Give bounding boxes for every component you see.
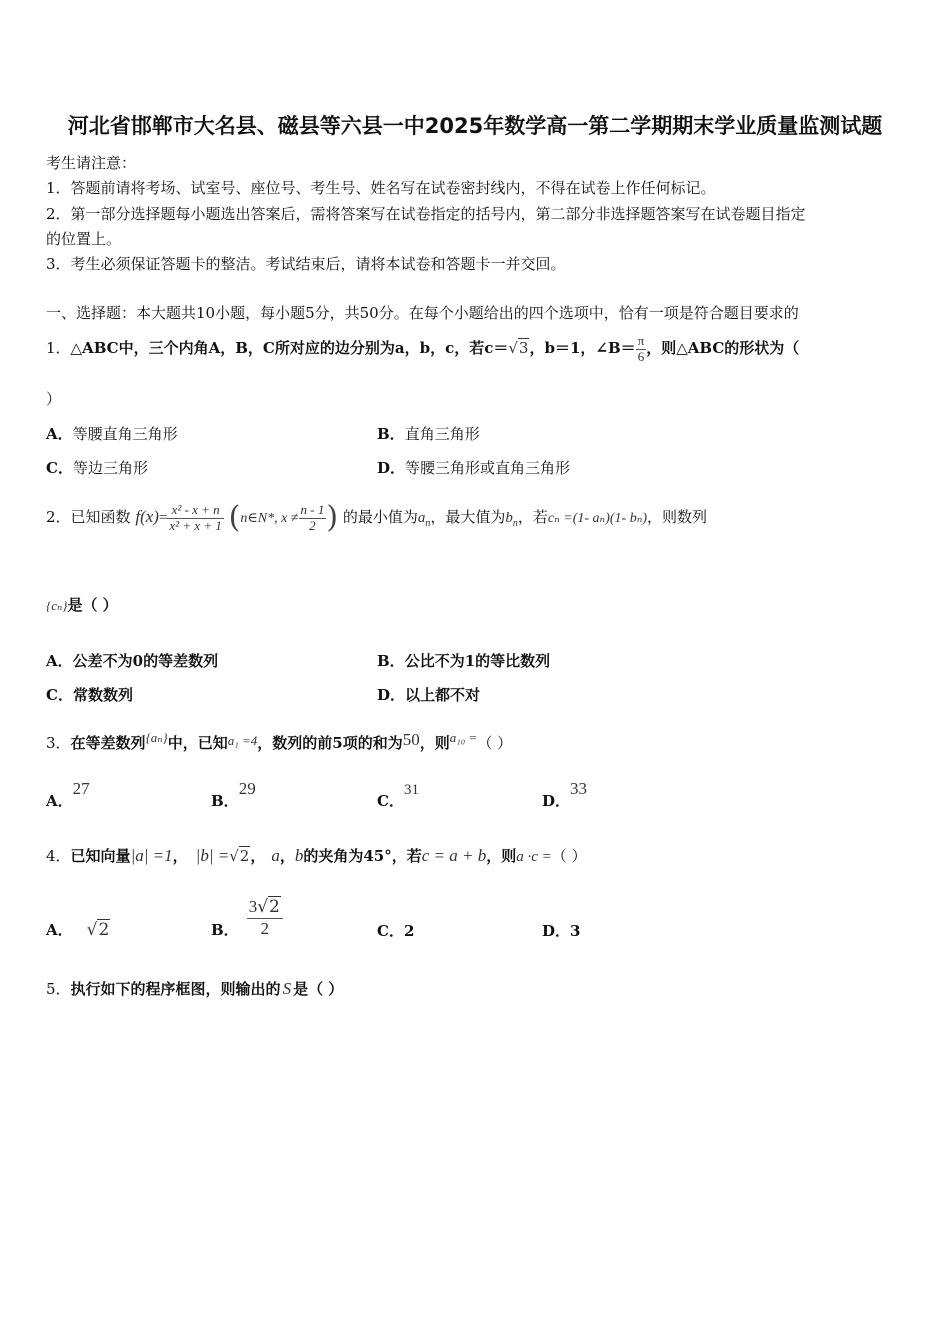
sqrt-expression: √3: [508, 339, 529, 357]
question-1: [46, 330, 799, 366]
option-d: D．3: [542, 922, 581, 940]
q4-text-b: ，: [172, 847, 188, 865]
question-number: 5．: [46, 980, 71, 998]
q3-text-a: 在等差数列: [70, 734, 146, 752]
q5-text-b: 是（ ）: [293, 980, 344, 998]
notice-item-1: 1．答题前请将考场、试室号、座位号、考生号、姓名写在试卷密封线内，不得在试卷上作任何标记。: [46, 179, 716, 197]
q3-text-e: （ ）: [477, 734, 513, 752]
right-paren: ): [326, 500, 339, 535]
option-b: B．公比不为1的等比数列: [377, 652, 551, 670]
fraction: $\frac{\pi}{6}$: [637, 332, 645, 364]
q2-text-e: ，则数列: [647, 508, 708, 526]
q4-text-a: 已知向量: [70, 847, 131, 865]
notice-item-2-cont: 的位置上。: [46, 230, 122, 248]
vector-b: b: [294, 846, 304, 865]
sum-value: 50: [402, 730, 420, 749]
vector-a: a: [271, 846, 280, 865]
a10-expression: a₁₀ =: [449, 730, 478, 745]
option-d: D．以上都不对: [377, 686, 481, 704]
notice-item-3: 3．考生必须保证答题卡的整洁。考试结束后，请将本试卷和答题卡一并交回。: [46, 255, 566, 273]
q1-close-paren: ）: [46, 390, 62, 408]
q4-text-f: （ ）: [551, 847, 587, 865]
page-title: 河北省邯郸市大名县、磁县等六县一中2025年数学高一第二学期期末学业质量监测试题: [67, 114, 883, 138]
question-number: 4．: [46, 847, 71, 865]
q2-text-d: ，若: [517, 508, 548, 526]
abs-a-expression: |a| =1: [130, 846, 173, 865]
c-expression: c = a + b: [421, 846, 487, 865]
q2-text-c: ，最大值为: [430, 508, 506, 526]
q4-text-d: 的夹角为45°，若: [303, 847, 422, 865]
q2-line-2: [46, 590, 118, 621]
q5-text-a: 执行如下的程序框图，则输出的: [70, 980, 281, 998]
b-n: $b_n$: [505, 510, 518, 529]
q1-text-b: ，b＝1，∠B＝: [529, 339, 636, 357]
notice-heading: 考生请注意：: [46, 154, 137, 172]
option-c: C．2: [377, 922, 415, 940]
sequence-a-n: {aₙ}: [145, 730, 168, 745]
c-n-expression: cₙ =(1- aₙ)(1- bₙ): [547, 511, 648, 526]
option-a: A．等腰直角三角形: [46, 425, 178, 443]
question-3: [46, 718, 512, 763]
function-fraction: $\frac{\text{x² - x + n}}{\text{x² + x + 1}}$: [169, 501, 222, 533]
q4-text-e: ，则: [486, 847, 517, 865]
option-c: C．31: [377, 782, 419, 810]
q4-text-c: ，: [250, 847, 266, 865]
question-number: 3．: [46, 734, 71, 752]
section-heading: 一、选择题：本大题共10小题，每小题5分，共50分。在每个小题给出的四个选项中，恰有一项是符合题目要求的: [46, 304, 799, 322]
dot-product-expression: a ·c =: [516, 849, 552, 865]
a1-value: a₁ =4: [227, 733, 258, 748]
option-c: C．等边三角形: [46, 459, 148, 477]
sqrt-expression: √2: [229, 847, 250, 865]
condition-fraction: $\frac{n - 1}{2}$: [300, 501, 325, 533]
option-a: A．27: [46, 779, 90, 810]
domain-condition: n∈N*, x ≠: [240, 511, 299, 526]
notice-item-2: 2．第一部分选择题每小题选出答案后，需将答案写在试卷指定的括号内，第二部分非选择题答案写在试卷题目指定: [46, 205, 806, 223]
question-number: 1．: [46, 339, 71, 357]
q1-text-c: ，则△ABC的形状为（: [646, 339, 800, 357]
abs-b-expression: |b| =: [195, 846, 230, 865]
option-d: D．33: [542, 779, 588, 810]
q3-text-c: ，数列的前5项的和为: [257, 734, 403, 752]
function-name: f(x): [135, 507, 159, 526]
option-c: C．常数数列: [46, 686, 133, 704]
question-2: [46, 494, 707, 547]
variable-s: S: [282, 979, 292, 998]
q1-text-a: △ABC中，三个内角A，B，C所对应的边分别为a，b，c，若c＝: [70, 339, 509, 357]
question-4: [46, 838, 587, 875]
sequence-c-n: {cₙ}: [46, 598, 68, 613]
q2-text-f: 是（ ）: [67, 596, 118, 614]
equals-sign: =: [158, 510, 168, 526]
option-b: B．29: [211, 779, 256, 810]
option-d: D．等腰三角形或直角三角形: [377, 459, 571, 477]
q2-text-a: 已知函数: [70, 508, 131, 526]
option-a: A．公差不为0的等差数列: [46, 652, 219, 670]
left-paren: (: [228, 500, 241, 535]
a-n: $a_n$: [417, 510, 431, 529]
q3-text-b: 中，已知: [167, 734, 228, 752]
option-b: B． $\frac{3√2}{2}$: [211, 897, 283, 938]
separator: ，: [279, 847, 295, 865]
question-5: [46, 978, 343, 999]
q3-text-d: ，则: [419, 734, 450, 752]
q2-text-b: 的最小值为: [342, 508, 418, 526]
option-b: B．直角三角形: [377, 425, 480, 443]
question-number: 2．: [46, 508, 71, 526]
option-a: A． √2: [46, 920, 110, 940]
